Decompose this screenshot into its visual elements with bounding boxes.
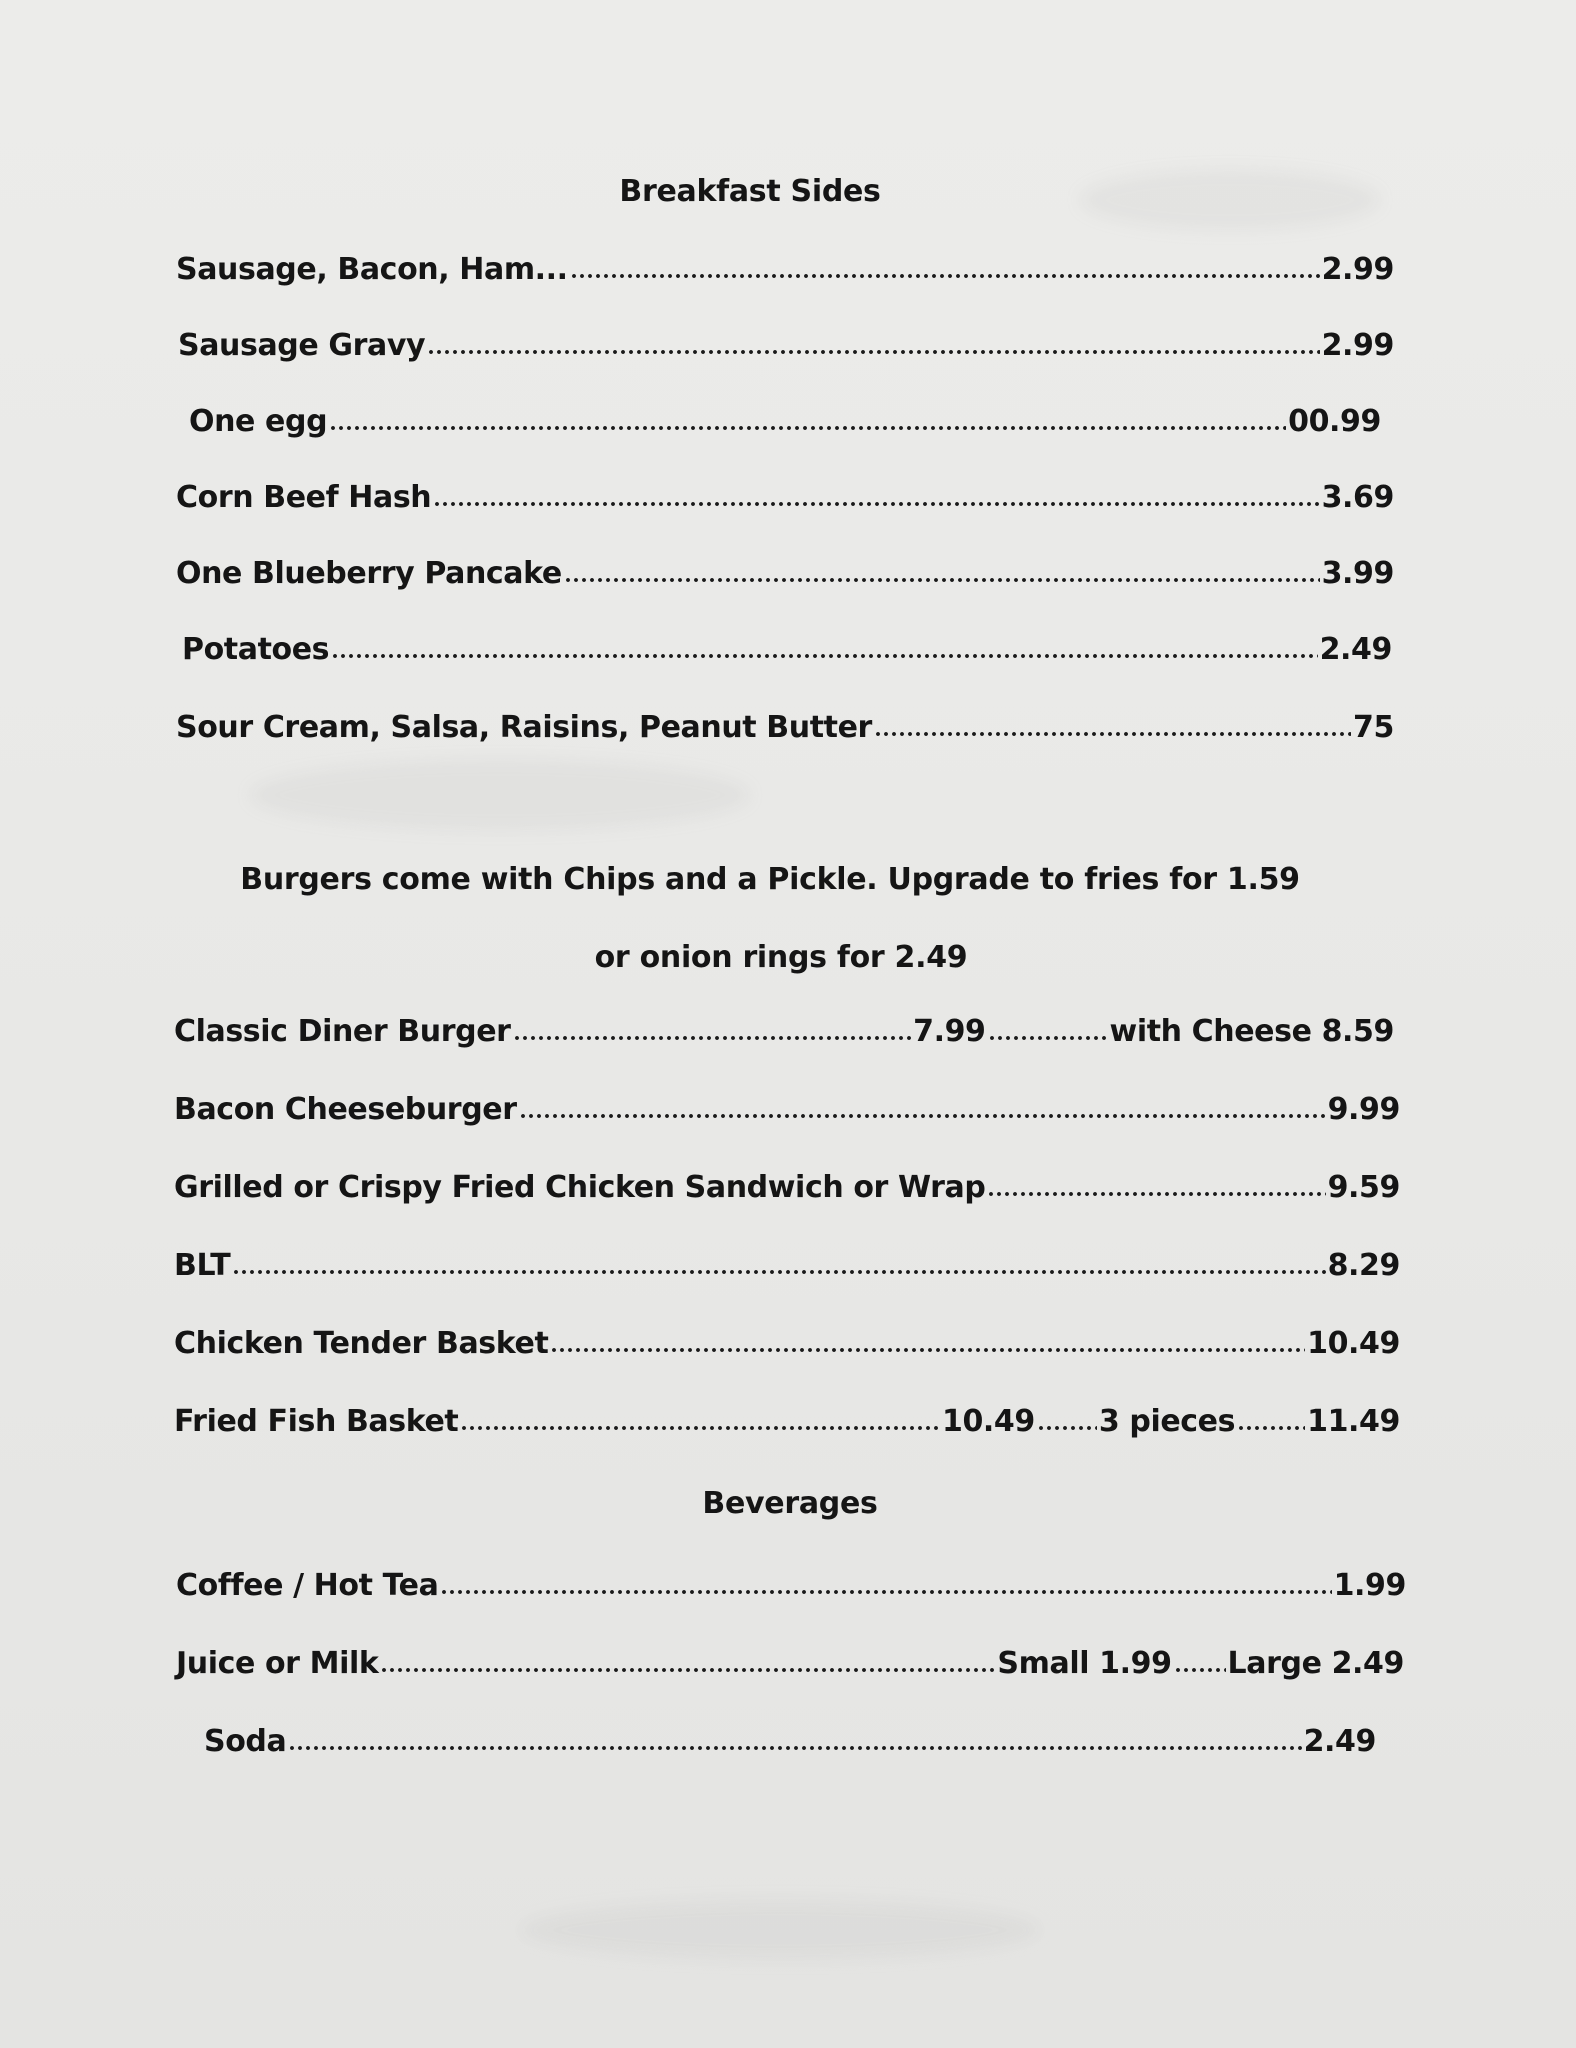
dot-leader: [1174, 1664, 1226, 1676]
item-price: 10.49: [941, 1404, 1035, 1439]
dot-leader: [427, 346, 1319, 358]
dot-leader: [380, 1664, 995, 1676]
menu-item-row: [174, 1090, 1400, 1130]
dot-leader: [460, 1422, 940, 1434]
item-option-label: 3 pieces: [1098, 1404, 1236, 1439]
item-name: Bacon Cheeseburger: [174, 1092, 517, 1127]
item-name: One egg: [189, 404, 328, 439]
item-price: 75: [1353, 710, 1394, 745]
menu-item-row: [176, 478, 1394, 518]
item-price: 9.99: [1327, 1092, 1400, 1127]
dot-leader: [570, 270, 1320, 282]
dot-leader: [288, 1742, 1301, 1754]
dot-leader: [232, 1266, 1325, 1278]
item-name: Soda: [204, 1724, 287, 1759]
item-name: Sour Cream, Salsa, Raisins, Peanut Butter: [176, 710, 872, 745]
item-price-small: Small 1.99: [997, 1646, 1172, 1681]
menu-item-row: [178, 326, 1394, 366]
breakfast-sides-heading: Breakfast Sides: [619, 174, 881, 209]
item-price: 3.69: [1321, 480, 1394, 515]
menu-item-row: [176, 708, 1394, 748]
item-name: Fried Fish Basket: [174, 1404, 459, 1439]
dot-leader: [988, 1032, 1108, 1044]
burgers-note-line-1: Burgers come with Chips and a Pickle. Upgrade to fries for 1.59: [240, 862, 1300, 897]
item-name: Chicken Tender Basket: [174, 1326, 549, 1361]
item-price: 10.49: [1307, 1326, 1400, 1361]
item-name: Potatoes: [182, 632, 330, 667]
item-option-price: 11.49: [1307, 1404, 1400, 1439]
item-price: 7.99: [913, 1014, 986, 1049]
item-name: Sausage, Bacon, Ham...: [176, 252, 568, 287]
menu-item-row: [176, 1566, 1406, 1606]
dot-leader: [874, 728, 1351, 740]
menu-item-row: [174, 1246, 1400, 1286]
menu-item-row: [176, 1644, 1404, 1684]
dot-leader: [519, 1110, 1326, 1122]
beverages-heading: Beverages: [702, 1486, 878, 1521]
dot-leader: [564, 574, 1320, 586]
item-name: Sausage Gravy: [178, 328, 426, 363]
item-price: 2.49: [1303, 1724, 1376, 1759]
menu-item-row: [182, 630, 1392, 670]
item-price: 00.99: [1288, 404, 1381, 439]
menu-item-row: [174, 1168, 1400, 1208]
dot-leader: [987, 1188, 1325, 1200]
menu-item-row: [176, 554, 1394, 594]
item-price: 2.99: [1321, 328, 1394, 363]
burgers-note-line-2: or onion rings for 2.49: [594, 940, 968, 975]
item-price: 2.49: [1319, 632, 1392, 667]
item-name: One Blueberry Pancake: [176, 556, 562, 591]
item-name: Corn Beef Hash: [176, 480, 432, 515]
dot-leader: [1037, 1422, 1097, 1434]
item-price: 1.99: [1333, 1568, 1406, 1603]
bleed-through-smudge: [250, 760, 750, 830]
bleed-through-smudge: [520, 1900, 1040, 1960]
dot-leader: [331, 650, 1317, 662]
menu-item-row: [204, 1722, 1376, 1762]
dot-leader: [550, 1344, 1305, 1356]
menu-item-row: [174, 1012, 1394, 1052]
dot-leader: [433, 498, 1319, 510]
item-price: 3.99: [1321, 556, 1394, 591]
item-name: Coffee / Hot Tea: [176, 1568, 439, 1603]
dot-leader: [1237, 1422, 1305, 1434]
item-price: 2.99: [1321, 252, 1394, 287]
dot-leader: [440, 1586, 1331, 1598]
item-option-price: with Cheese 8.59: [1109, 1014, 1394, 1049]
item-price: 9.59: [1327, 1170, 1400, 1205]
dot-leader: [329, 422, 1286, 434]
item-name: Juice or Milk: [176, 1646, 379, 1681]
item-name: Grilled or Crispy Fried Chicken Sandwich or Wrap: [174, 1170, 986, 1205]
item-name: Classic Diner Burger: [174, 1014, 511, 1049]
menu-item-row: [176, 250, 1394, 290]
item-price: 8.29: [1327, 1248, 1400, 1283]
menu-item-row: [189, 402, 1381, 442]
dot-leader: [513, 1032, 912, 1044]
menu-item-row: [174, 1402, 1400, 1442]
item-name: BLT: [174, 1248, 231, 1283]
menu-item-row: [174, 1324, 1400, 1364]
item-price-large: Large 2.49: [1227, 1646, 1404, 1681]
